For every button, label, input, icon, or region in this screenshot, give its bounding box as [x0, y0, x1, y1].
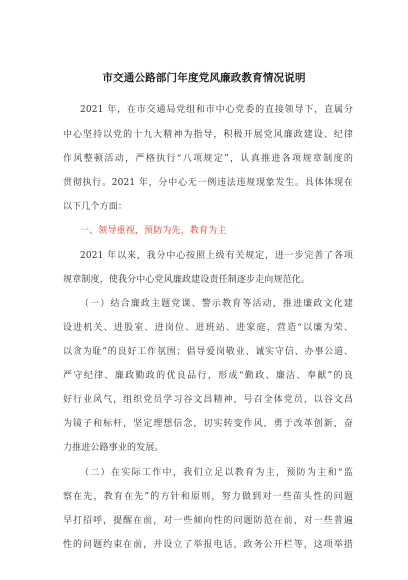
paragraph-line: 为镜子和标杆，坚定理想信念，切实转变作风，勇于改革创新，奋 — [63, 419, 353, 429]
paragraph-line: （一）结合廉政主题党课、警示教育等活动，推进廉政文化建 — [80, 299, 353, 309]
paragraph-line: 规章制度，使我分中心党风廉政建设责任制逐步走向规范化。 — [63, 275, 311, 285]
paragraph-line: 力推进公路事业的发展。 — [63, 443, 164, 453]
paragraph-line: 2021 年以来，我分中心按照上级有关规定，进一步完善了各项 — [80, 251, 353, 261]
paragraph-line: 察在先，教育在先”的方针和原则，努力做到对一些苗头性的问题 — [63, 492, 353, 502]
document-title: 市交通公路部门年度党风廉政教育情况说明 — [102, 72, 306, 84]
paragraph-line: 好行业风气，组织党员学习谷文昌精神，号召全体党员，以谷文昌 — [63, 395, 353, 405]
paragraph-line: 作风整顿活动，严格执行“八项规定”，认真推进各项规章制度的 — [63, 154, 353, 164]
paragraph-line: 性的问题约束在前，并设立了举报电话，政务公开栏等，这项举措 — [63, 540, 353, 550]
paragraph-line: 设进机关、进股室、进岗位、进班站、进家庭，营造“以廉为荣、 — [63, 323, 353, 333]
paragraph-line: 严守纪律、廉政勤政的优良品行，形成“勤政、廉洁、奉献”的良 — [63, 371, 353, 381]
paragraph-line: 2021 年，在市交通局党组和市中心党委的直接领导下，直属分 — [80, 105, 353, 115]
section-heading: 一、领导重视，预防为先，教育为主 — [80, 226, 227, 236]
paragraph-line: 贯彻执行。2021 年，分中心无一例违法违规现象发生。具体体现在 — [63, 178, 353, 188]
paragraph-line: 中心坚持以党的十九大精神为指导，积极开展党风廉政建设、纪律 — [63, 130, 353, 140]
paragraph-line: 以下几个方面： — [63, 202, 128, 212]
paragraph-line: （二）在实际工作中，我们立足以教育为主，预防为主和“监 — [80, 468, 353, 478]
paragraph-line: 以贪为耻”的良好工作氛围；倡导爱岗敬业、诚实守信、办事公道、 — [63, 347, 353, 357]
paragraph-line: 早打招呼，提醒在前，对一些倾向性的问题防范在前，对一些普遍 — [63, 516, 353, 526]
